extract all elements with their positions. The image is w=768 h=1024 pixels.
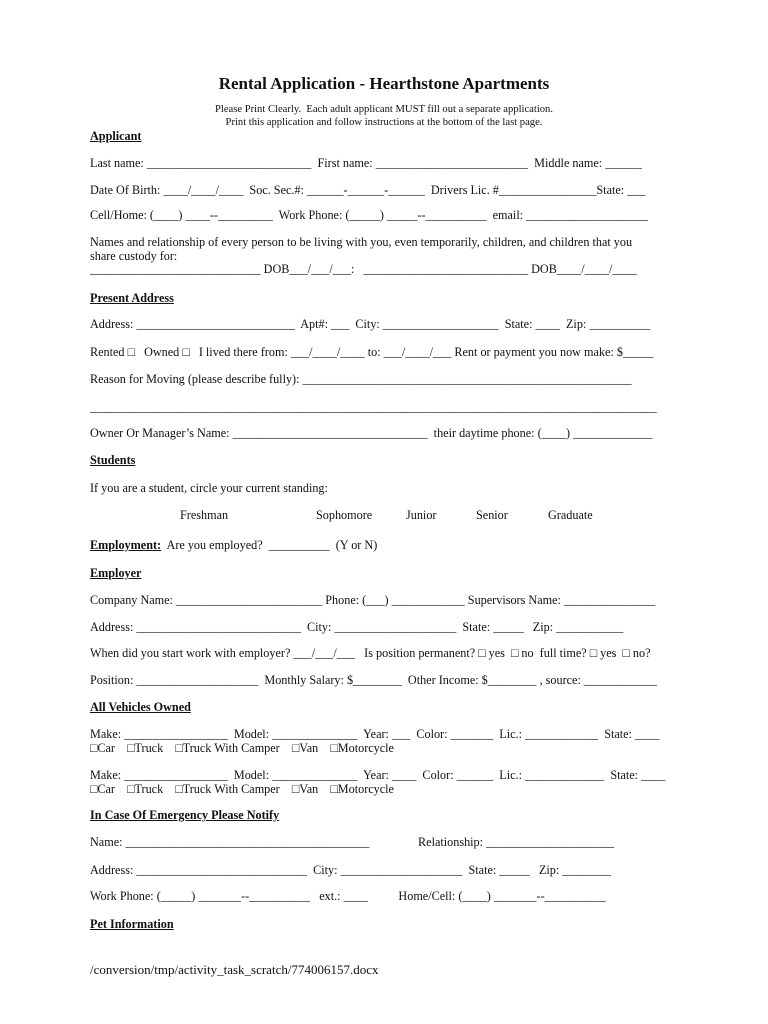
names-relationship-text-2: share custody for: (90, 249, 178, 263)
instruction-note-1: Please Print Clearly. Each adult applicant MUST fill out a separate application. (214, 104, 554, 115)
page-title: Rental Application - Hearthstone Apartments (218, 74, 550, 93)
emergency-address-line[interactable]: Address: ____________________________ City: ____________________ State: _____ Zip: ________ (90, 863, 612, 877)
section-applicant: Applicant (90, 129, 142, 143)
employment-question[interactable]: Are you employed? __________ (Y or N) (161, 538, 378, 552)
employer-address-line[interactable]: Address: ___________________________ City: ____________________ State: _____ Zip: ___________ (90, 620, 624, 634)
section-emergency: In Case Of Emergency Please Notify (90, 808, 280, 822)
instruction-note-2: Print this application and follow instructions at the bottom of the last page. (225, 117, 543, 128)
emergency-phone-line[interactable]: Work Phone: (_____) _______--__________ ext.: ____ Home/Cell: (____) _______--__________ (90, 889, 606, 903)
name-line[interactable]: Last name: ___________________________ First name: _________________________ Middle name: ______ (90, 156, 642, 170)
vehicle-1-line[interactable]: Make: _________________ Model: ______________ Year: ___ Color: _______ Lic.: ____________ State: ____ (90, 727, 660, 741)
vehicle-2-types[interactable]: □Car □Truck □Truck With Camper □Van □Motorcycle (90, 782, 394, 796)
standing-sophomore[interactable]: Sophomore (316, 508, 373, 522)
standing-senior[interactable]: Senior (476, 508, 508, 522)
student-prompt: If you are a student, circle your current standing: (90, 481, 328, 495)
rented-owned-line[interactable]: Rented □ Owned □ I lived there from: ___/____/____ to: ___/____/___ Rent or payment you now make: $_____ (90, 345, 654, 359)
names-relationship-text-1: Names and relationship of every person to be living with you, even temporarily, children, and children that you (90, 235, 633, 249)
position-line[interactable]: Position: ____________________ Monthly Salary: $________ Other Income: $________ , source: ____________ (90, 673, 658, 687)
emergency-name-line[interactable]: Name: ________________________________________ Relationship: _____________________ (90, 835, 615, 849)
section-employment: Employment: (90, 538, 162, 552)
reason-line-2[interactable]: _____________________________________________________________________________________________ (90, 400, 657, 414)
section-students: Students (90, 453, 136, 467)
section-vehicles: All Vehicles Owned (90, 700, 191, 714)
address-line[interactable]: Address: __________________________ Apt#: ___ City: ___________________ State: ____ Zip: __________ (90, 317, 651, 331)
footer-path: /conversion/tmp/activity_task_scratch/774006157.docx (90, 962, 379, 977)
section-employer: Employer (90, 566, 142, 580)
section-pet: Pet Information (90, 917, 174, 931)
vehicle-1-types[interactable]: □Car □Truck □Truck With Camper □Van □Motorcycle (90, 741, 394, 755)
company-line[interactable]: Company Name: ________________________ Phone: (___) ____________ Supervisors Name: _______________ (90, 593, 656, 607)
start-work-line[interactable]: When did you start work with employer? ___/___/___ Is position permanent? □ yes □ no full time? □ yes □ no? (90, 646, 651, 660)
owner-line[interactable]: Owner Or Manager’s Name: ________________________________ their daytime phone: (____) _____________ (90, 426, 653, 440)
reason-line[interactable]: Reason for Moving (please describe fully): ______________________________________________________ (90, 372, 632, 386)
phone-line[interactable]: Cell/Home: (____) ____--_________ Work Phone: (_____) _____--__________ email: ____________________ (90, 208, 649, 222)
dob-line[interactable]: Date Of Birth: ____/____/____ Soc. Sec.#: ______-______-______ Drivers Lic. #________________State: ___ (90, 183, 646, 197)
vehicle-2-line[interactable]: Make: _________________ Model: ______________ Year: ____ Color: ______ Lic.: _____________ State: ____ (90, 768, 666, 782)
standing-graduate[interactable]: Graduate (548, 508, 593, 522)
standing-freshman[interactable]: Freshman (180, 508, 229, 522)
names-relationship-line[interactable]: ____________________________ DOB___/___/___: ___________________________ DOB____/____/____ (90, 262, 637, 276)
employment-line[interactable] (90, 538, 377, 552)
section-present-address: Present Address (90, 291, 174, 305)
standing-junior[interactable]: Junior (406, 508, 437, 522)
